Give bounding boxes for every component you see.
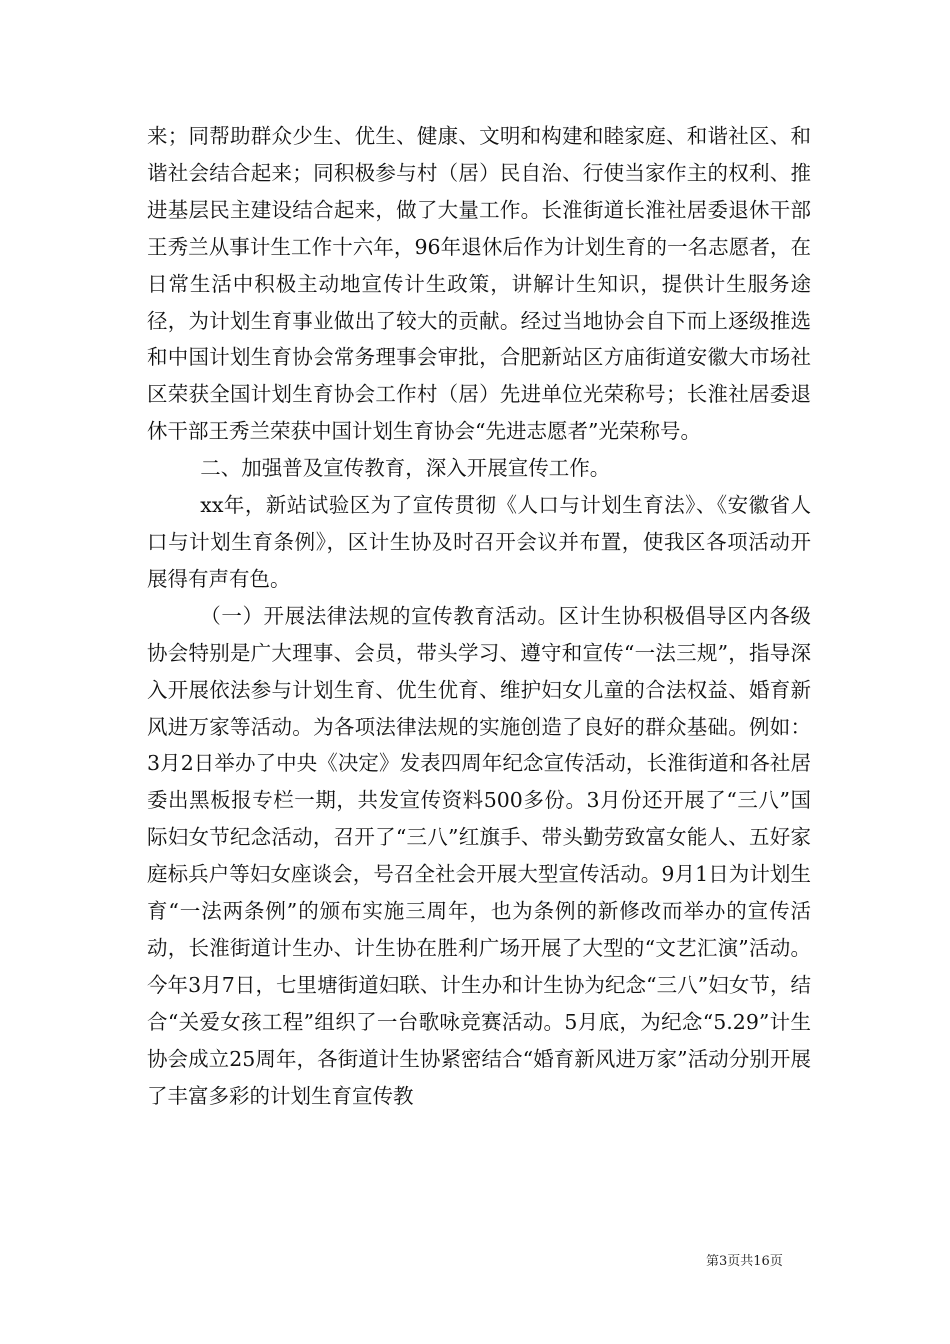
section-heading-two: 二、加强普及宣传教育，深入开展宣传工作。 — [200, 456, 611, 481]
page-number-footer: 第3页共16页 — [706, 1254, 783, 1269]
paragraph-legal-education: （一）开展法律法规的宣传教育活动。区计生协积极倡导区内各级协会特别是广大理事、会员，带头学习、遵守和宣传“一法三规”，指导深入开展依法参与计划生育、优生优育、维护妇女儿童的合法权益、婚育新风进万家等活动。为各项法律法规的实施创造了良好的群众基础。例如：3月2日举办了中央《决定》发表四周年纪念宣传活动，长淮街道和各社居委出黑板报专栏一期，共发宣传资料500多份。3月份还开展了“三八”国际妇女节纪念活动，召开了“三八”红旗手、带头勤劳致富女能人、五好家庭标兵户等妇女座谈会，号召全社会开展大型宣传活动。9月1日为计划生育“一法两条例”的颁布实施三周年，也为条例的新修改而举办的宣传活动，长淮街道计生办、计生协在胜利广场开展了大型的“文艺汇演”活动。今年3月7日，七里塘街道妇联、计生办和计生协为纪念“三八”妇女节，结合“关爱女孩工程”组织了一台歌咏竞赛活动。5月底，为纪念“5.29”计生协会成立25周年，各街道计生协紧密结合“婚育新风进万家”活动分别开展了丰富多彩的计划生育宣传教 — [147, 603, 811, 1108]
paragraph-xx-year: xx年，新站试验区为了宣传贯彻《人口与计划生育法》、《安徽省人口与计划生育条例》，区计生协及时召开会议并布置，使我区各项活动开展得有声有色。 — [147, 493, 811, 591]
paragraph-continuation: 来；同帮助群众少生、优生、健康、文明和构建和睦家庭、和谐社区、和谐社会结合起来；同积极参与村（居）民自治、行使当家作主的权利、推进基层民主建设结合起来，做了大量工作。长淮街道长淮社居委退休干部王秀兰从事计生工作十六年，96年退休后作为计划生育的一名志愿者，在日常生活中积极主动地宣传计生政策，讲解计生知识，提供计生服务途径，为计划生育事业做出了较大的贡献。经过当地协会自下而上逐级推选和中国计划生育协会常务理事会审批，合肥新站区方庙街道安徽大市场社区荣获全国计划生育协会工作村（居）先进单位光荣称号；长淮社居委退休干部王秀兰荣获中国计划生育协会“先进志愿者”光荣称号。 — [147, 124, 811, 444]
document-body — [147, 118, 811, 1114]
